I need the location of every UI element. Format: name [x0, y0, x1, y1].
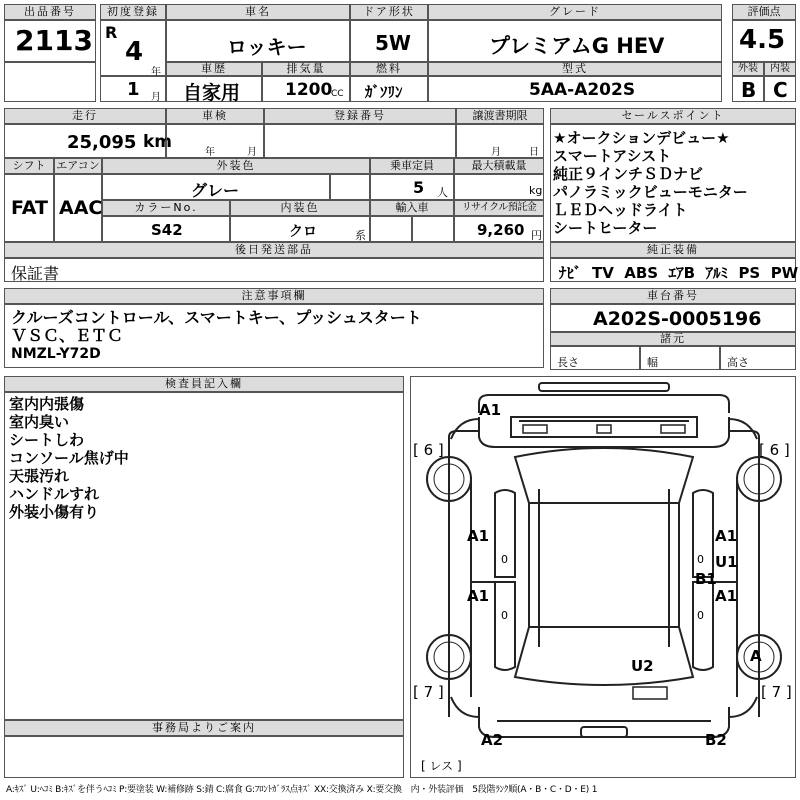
capacity-unit: 人: [437, 186, 448, 199]
equip-navi: ﾅﾋﾞ: [559, 264, 582, 282]
grade-cell: [428, 20, 722, 62]
notes-label: 注意事項欄: [4, 288, 544, 304]
capacity-label: 乗車定員: [370, 158, 454, 174]
damage-mark: A1: [479, 401, 502, 419]
fuel-label: 燃料: [350, 62, 428, 76]
zero-mark: 0: [501, 553, 508, 566]
inspector-box: [4, 392, 404, 720]
month-unit: 月: [151, 92, 161, 103]
sales-item: 純正９インチＳＤナビ: [553, 165, 704, 183]
equip-tv: TV: [591, 264, 614, 282]
max-load-unit: kg: [529, 184, 543, 197]
shift-cell: [4, 174, 54, 242]
fuel-cell: [350, 76, 428, 102]
era: R: [105, 23, 118, 42]
notes-line: ＶＳＣ、ＥＴＣ: [11, 326, 124, 345]
int-grade: C: [773, 78, 788, 102]
recycle: 9,260: [477, 221, 525, 239]
transfer-cell: [456, 124, 544, 158]
doors: 5W: [375, 31, 411, 55]
chassis-no: A202S-0005196: [593, 308, 762, 330]
lot-no-label: 出品番号: [4, 4, 96, 20]
doors-label: ドア形状: [350, 4, 428, 20]
damage-mark: B2: [705, 731, 727, 749]
transfer-month-unit: 月: [491, 147, 501, 158]
inspection-cell: [166, 124, 264, 158]
reg-no-label: 登録番号: [264, 108, 456, 124]
first-reg-label: 初度登録: [100, 4, 166, 20]
ext-grade-label: 外装: [732, 62, 764, 76]
damage-mark: A1: [467, 527, 490, 545]
inspector-line: ハンドルすれ: [9, 485, 100, 503]
first-reg-year-cell: [100, 20, 166, 76]
equipment-cell: [550, 258, 799, 282]
car-name-label: 車名: [166, 4, 350, 20]
spec-length-label: 長さ: [557, 356, 579, 369]
fuel: ｶﾞｿﾘﾝ: [365, 83, 403, 101]
lot-no: 2113: [15, 24, 93, 57]
damage-mark: A2: [481, 731, 504, 749]
int-color-cell: [230, 216, 370, 242]
specs-label: 諸元: [550, 332, 796, 346]
equip-ps: PS: [738, 264, 761, 282]
car-diagram: [411, 377, 797, 779]
insp-year-unit: 年: [205, 147, 215, 158]
sales-item: スマートアシスト: [553, 147, 672, 165]
damage-mark: A1: [467, 587, 490, 605]
chassis-label: 車台番号: [550, 288, 796, 304]
lot-blank: [4, 62, 96, 102]
mileage: 25,095: [67, 132, 137, 153]
spec-width-label: 幅: [647, 356, 658, 369]
reg-month: 1: [127, 79, 140, 100]
damage-mark: U1: [715, 553, 738, 571]
tire-rear-left: [ 7 ]: [413, 683, 444, 701]
transfer-day-unit: 日: [529, 147, 539, 158]
later-label: 後日発送部品: [4, 242, 544, 258]
import-cell-b: [412, 216, 454, 242]
score-cell: [732, 20, 796, 62]
score-label: 評価点: [732, 4, 796, 20]
reg-year: 4: [125, 37, 144, 67]
import-label: 輸入車: [370, 200, 454, 216]
chassis-cell: [550, 304, 796, 332]
capacity: 5: [413, 178, 425, 197]
notes-box: [4, 304, 544, 368]
max-load-cell: [454, 174, 544, 200]
damage-legend: A:ｷｽﾞ U:ﾍｺﾐ B:ｷｽﾞを伴うﾍｺﾐ P:要塗装 W:補修跡 S:錆 C:腐食 G:ﾌﾛﾝﾄｶﾞﾗｽ点ｷｽﾞ XX:交換済み X:要交換 内・外装評価 5段階ﾗﾝｸ順(A・B・C・D・E) 1: [6, 785, 598, 795]
inspector-line: シートしわ: [9, 431, 85, 449]
displacement-label: 排気量: [262, 62, 350, 76]
damage-mark: A1: [715, 587, 738, 605]
tire-front-left: [ 6 ]: [413, 441, 444, 459]
insp-month-unit: 月: [247, 147, 257, 158]
later-value: 保証書: [11, 264, 60, 283]
ext-color: グレー: [191, 181, 240, 200]
notes-line: クルーズコントロール、スマートキー、プッシュスタート: [11, 308, 422, 327]
equipment-label: 純正装備: [550, 242, 796, 258]
import-cell-a: [370, 216, 412, 242]
sales-item: ＬＥＤヘッドライト: [553, 201, 688, 219]
car-name: ロッキー: [227, 35, 307, 59]
equip-airbag: ｴｱB: [668, 264, 696, 282]
sales-list: [550, 124, 796, 242]
recycle-label: リサイクル預託金: [454, 200, 544, 216]
ac-cell: [54, 174, 102, 242]
spec-length-cell: [550, 346, 640, 370]
inspection-label: 車検: [166, 108, 264, 124]
inspector-label: 検査員記入欄: [4, 376, 404, 392]
displacement-unit: CC: [331, 89, 344, 99]
damage-mark: U2: [631, 657, 654, 675]
ext-color-extra: [330, 174, 370, 200]
ext-grade-cell: [732, 76, 764, 102]
ext-color-label: 外装色: [102, 158, 370, 174]
shift-label: シフト: [4, 158, 54, 174]
history-label: 車歴: [166, 62, 262, 76]
damage-mark: A1: [715, 527, 738, 545]
damage-mark: B1: [695, 570, 717, 588]
spare-tire: [ レス ]: [421, 759, 462, 773]
zero-mark: 0: [501, 609, 508, 622]
spec-width-cell: [640, 346, 720, 370]
inspector-line: 天張汚れ: [9, 467, 70, 485]
ext-grade: B: [741, 78, 757, 102]
zero-mark: 0: [697, 609, 704, 622]
spec-height-cell: [720, 346, 796, 370]
reg-no-cell: [264, 124, 456, 158]
notes-line: NMZL-Y72D: [11, 346, 101, 362]
doors-cell: [350, 20, 428, 62]
spec-height-label: 高さ: [727, 356, 749, 369]
grade: プレミアムG HEV: [489, 34, 665, 58]
first-reg-month-cell: [100, 76, 166, 102]
office-label: 事務局よりご案内: [4, 720, 404, 736]
color-no-cell: [102, 216, 230, 242]
inspector-line: 室内臭い: [9, 413, 70, 431]
zero-mark: 0: [697, 553, 704, 566]
year-unit: 年: [151, 67, 161, 78]
history: 自家用: [183, 82, 241, 104]
color-no-label: カラーNo.: [102, 200, 230, 216]
tire-rear-right: [ 7 ]: [761, 683, 792, 701]
score: 4.5: [739, 25, 786, 55]
displacement: 1200: [285, 80, 333, 100]
mileage-cell: [4, 124, 173, 158]
sales-item: シートヒーター: [553, 219, 658, 237]
equip-abs: ABS: [624, 264, 659, 282]
sales-label: セールスポイント: [550, 108, 796, 124]
int-color-label: 内装色: [230, 200, 370, 216]
grade-label: グレード: [428, 4, 722, 20]
inspector-line: 外装小傷有り: [9, 503, 100, 521]
capacity-cell: [370, 174, 454, 200]
model-cell: [428, 76, 722, 102]
sales-item: パノラミックビューモニター: [553, 183, 748, 201]
later-cell: [4, 258, 544, 282]
damage-mark: A: [750, 647, 762, 665]
office-box: [4, 736, 404, 778]
inspector-line: 室内内張傷: [9, 395, 85, 413]
sales-item: ★オークションデビュー★: [553, 129, 730, 147]
ac-label: エアコン: [54, 158, 102, 174]
color-no: S42: [151, 221, 183, 239]
equip-pw: PW: [770, 264, 799, 282]
int-color-unit: 系: [355, 229, 366, 242]
model: 5AA-A202S: [529, 80, 636, 100]
model-label: 型式: [428, 62, 722, 76]
recycle-cell: [454, 216, 544, 242]
transfer-label: 譲渡書期限: [456, 108, 544, 124]
mileage-label: 走行: [4, 108, 166, 124]
shift: FAT: [11, 197, 48, 219]
ext-color-cell: [102, 174, 330, 200]
tire-front-right: [ 6 ]: [759, 441, 790, 459]
displacement-cell: [262, 76, 350, 102]
equipment-list: [559, 262, 798, 283]
ac: AAC: [59, 197, 103, 219]
mileage-unit: km: [143, 132, 173, 152]
inspector-line: コンソール焦げ中: [9, 449, 129, 467]
history-cell: [166, 76, 262, 102]
car-name-cell: [166, 20, 350, 62]
lot-no-cell: [4, 20, 96, 62]
int-grade-label: 内装: [764, 62, 796, 76]
recycle-unit: 円: [531, 229, 542, 242]
int-grade-cell: [764, 76, 796, 102]
int-color: クロ: [289, 224, 317, 240]
max-load-label: 最大積載量: [454, 158, 544, 174]
car-diagram-frame: [410, 376, 796, 778]
equip-alloy: ｱﾙﾐ: [705, 264, 728, 282]
